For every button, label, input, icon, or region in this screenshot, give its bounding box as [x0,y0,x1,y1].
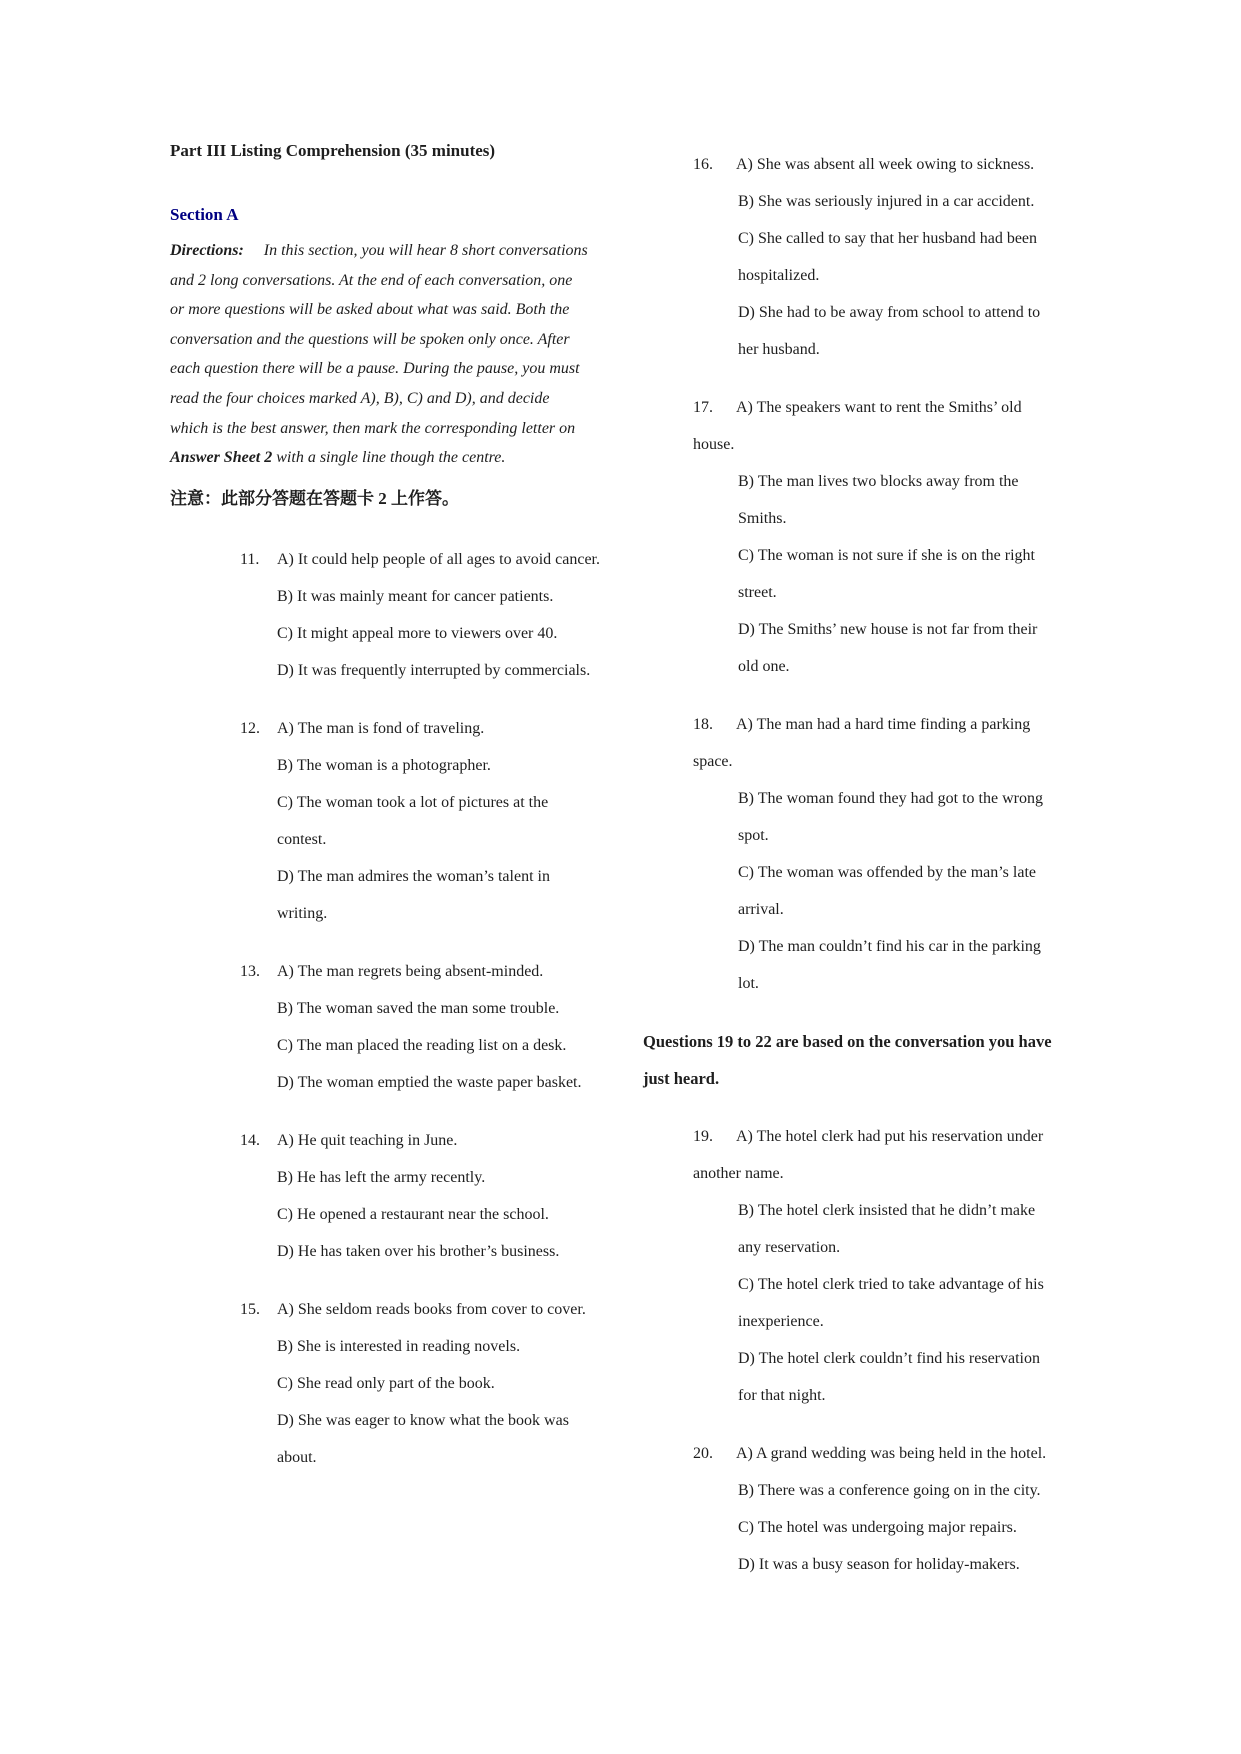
question-13 [170,953,604,1101]
option-line: D) She had to be away from school to attend to [738,304,1041,321]
option-line: A) The man had a hard time finding a parking [736,716,1031,733]
option-line: D) The woman emptied the waste paper basket. [277,1073,582,1091]
option-line: B) The woman is a photographer. [277,756,491,774]
option-line: A) The man is fond of traveling. [277,719,485,737]
directions-label: Directions: [170,242,244,259]
option-d [277,1064,604,1101]
question-17 [643,389,1055,685]
option-b [277,578,604,615]
option-line: D) The hotel clerk couldn’t find his reservation [738,1350,1040,1367]
question-18 [643,706,1055,1002]
question-number: 13. [240,962,260,980]
question-19 [643,1118,1055,1414]
option-c [738,1266,1055,1340]
option-b [738,463,1055,537]
question-number: 14. [240,1131,260,1149]
option-c [277,615,604,652]
option-line: A) The hotel clerk had put his reservation under [736,1128,1044,1145]
option-line: inexperience. [738,1313,824,1330]
option-line: C) The woman was offended by the man’s late [738,864,1036,881]
option-c [277,1365,604,1402]
text-line: which is the best answer, then mark the corresponding letter on [170,419,576,437]
option-line: D) She was eager to know what the book was [277,1411,569,1429]
option-b [738,780,1055,854]
right-column [643,146,1055,1604]
option-line: B) It was mainly meant for cancer patients. [277,587,554,605]
option-line: D) The man admires the woman’s talent in [277,867,550,885]
option-line: A) The man regrets being absent-minded. [277,962,544,980]
option-line: D) The Smiths’ new house is not far from their [738,621,1038,638]
option-a [240,541,604,578]
text-line: or more questions will be asked about what was said. Both the [170,301,570,319]
option-line: old one. [738,658,790,675]
option-b [738,183,1055,220]
option-line: A) The speakers want to rent the Smiths’ old [736,399,1022,416]
option-line: A) He quit teaching in June. [277,1131,458,1149]
question-number: 20. [693,1445,713,1462]
question-number: 12. [240,719,260,737]
option-line: about. [277,1448,317,1466]
left-column [170,140,604,1497]
option-a [240,1291,604,1328]
option-line: hospitalized. [738,267,820,284]
option-line: B) The hotel clerk insisted that he didn’t make [738,1202,1036,1219]
option-line: C) She read only part of the book. [277,1374,495,1392]
question-number: 15. [240,1300,260,1318]
option-line: her husband. [738,341,820,358]
option-a [240,1122,604,1159]
option-d [277,1233,604,1270]
option-d [738,611,1055,685]
option-line: C) The hotel clerk tried to take advantage of his [738,1276,1044,1293]
option-a [693,1435,1055,1472]
questions-16-18 [643,146,1055,1002]
option-c [277,1196,604,1233]
option-line: B) The man lives two blocks away from the [738,473,1019,490]
option-line: lot. [738,975,759,992]
option-d [277,1402,604,1476]
chinese-note: 注意：此部分答题在答题卡 2 上作答。 [170,488,459,508]
directions-middle-lines [170,272,580,437]
option-a [693,1118,1055,1192]
option-line: B) The woman saved the man some trouble. [277,999,560,1017]
option-line: D) The man couldn’t find his car in the parking [738,938,1041,955]
option-b [277,1328,604,1365]
question-12 [170,710,604,932]
option-line: C) The man placed the reading list on a desk. [277,1036,567,1054]
question-number: 17. [693,399,713,416]
option-b [277,747,604,784]
option-line: C) He opened a restaurant near the school. [277,1205,549,1223]
option-line: D) It was frequently interrupted by commercials. [277,661,591,679]
text-line: conversation and the questions will be spoken only once. After [170,330,570,348]
option-c [277,1027,604,1064]
question-16 [643,146,1055,368]
option-line: B) There was a conference going on in the city. [738,1482,1041,1499]
option-line: house. [693,436,735,453]
text-line: read the four choices marked A), B), C) and D), and decide [170,389,550,407]
option-line: A) She was absent all week owing to sickness. [736,156,1035,173]
questions-19-20 [643,1118,1055,1583]
option-line: arrival. [738,901,784,918]
option-line: D) It was a busy season for holiday-makers. [738,1556,1020,1573]
option-line: for that night. [738,1387,826,1404]
option-line: another name. [693,1165,784,1182]
question-number: 18. [693,716,713,733]
section-a-heading: Section A [170,205,239,224]
option-c [277,784,604,858]
option-b [738,1192,1055,1266]
question-number: 19. [693,1128,713,1145]
option-d [277,858,604,932]
option-c [738,1509,1055,1546]
option-d [738,294,1055,368]
questions-11-15 [170,541,604,1476]
option-a [240,710,604,747]
option-a [693,706,1055,780]
option-a [693,146,1055,183]
directions-tail: with a single line though the centre. [272,449,506,467]
option-line: writing. [277,904,328,922]
option-line: space. [693,753,733,770]
option-line: D) He has taken over his brother’s business. [277,1242,560,1260]
option-b [277,990,604,1027]
option-line: Smiths. [738,510,787,527]
option-line: A) A grand wedding was being held in the hotel. [736,1445,1047,1462]
long-conversation-header [643,1023,1055,1097]
part-title: Part III Listing Comprehension (35 minutes) [170,141,496,160]
option-line: C) She called to say that her husband had been [738,230,1038,247]
option-line: B) The woman found they had got to the wrong [738,790,1043,807]
option-a [693,389,1055,463]
option-line: street. [738,584,777,601]
text-line: each question there will be a pause. During the pause, you must [170,360,580,378]
question-14 [170,1122,604,1270]
directions-intro-line: In this section, you will hear 8 short conversations [263,242,588,259]
question-15 [170,1291,604,1476]
option-line: A) It could help people of all ages to avoid cancer. [277,550,600,568]
option-a [240,953,604,990]
option-d [738,1546,1055,1583]
option-line: B) He has left the army recently. [277,1168,486,1186]
option-line: A) She seldom reads books from cover to cover. [277,1300,586,1318]
option-line: B) She is interested in reading novels. [277,1337,521,1355]
option-line: C) It might appeal more to viewers over 40. [277,624,558,642]
option-b [738,1472,1055,1509]
option-line: B) She was seriously injured in a car accident. [738,193,1035,210]
text-line: Questions 19 to 22 are based on the conversation you have [643,1032,1052,1051]
option-line: any reservation. [738,1239,841,1256]
option-d [738,1340,1055,1414]
option-line: C) The woman is not sure if she is on the right [738,547,1035,564]
option-c [738,537,1055,611]
option-line: contest. [277,830,327,848]
option-line: C) The hotel was undergoing major repairs. [738,1519,1017,1536]
text-line: just heard. [643,1069,720,1088]
text-line: and 2 long conversations. At the end of each conversation, one [170,271,573,289]
directions-paragraph [170,236,604,473]
answer-sheet-reference: Answer Sheet 2 [170,449,273,467]
option-d [277,652,604,689]
option-line: C) The woman took a lot of pictures at the [277,793,549,811]
question-11 [170,541,604,689]
option-line: spot. [738,827,769,844]
option-d [738,928,1055,1002]
question-number: 11. [240,550,260,568]
option-c [738,220,1055,294]
question-20 [643,1435,1055,1583]
option-b [277,1159,604,1196]
question-number: 16. [693,156,713,173]
option-c [738,854,1055,928]
